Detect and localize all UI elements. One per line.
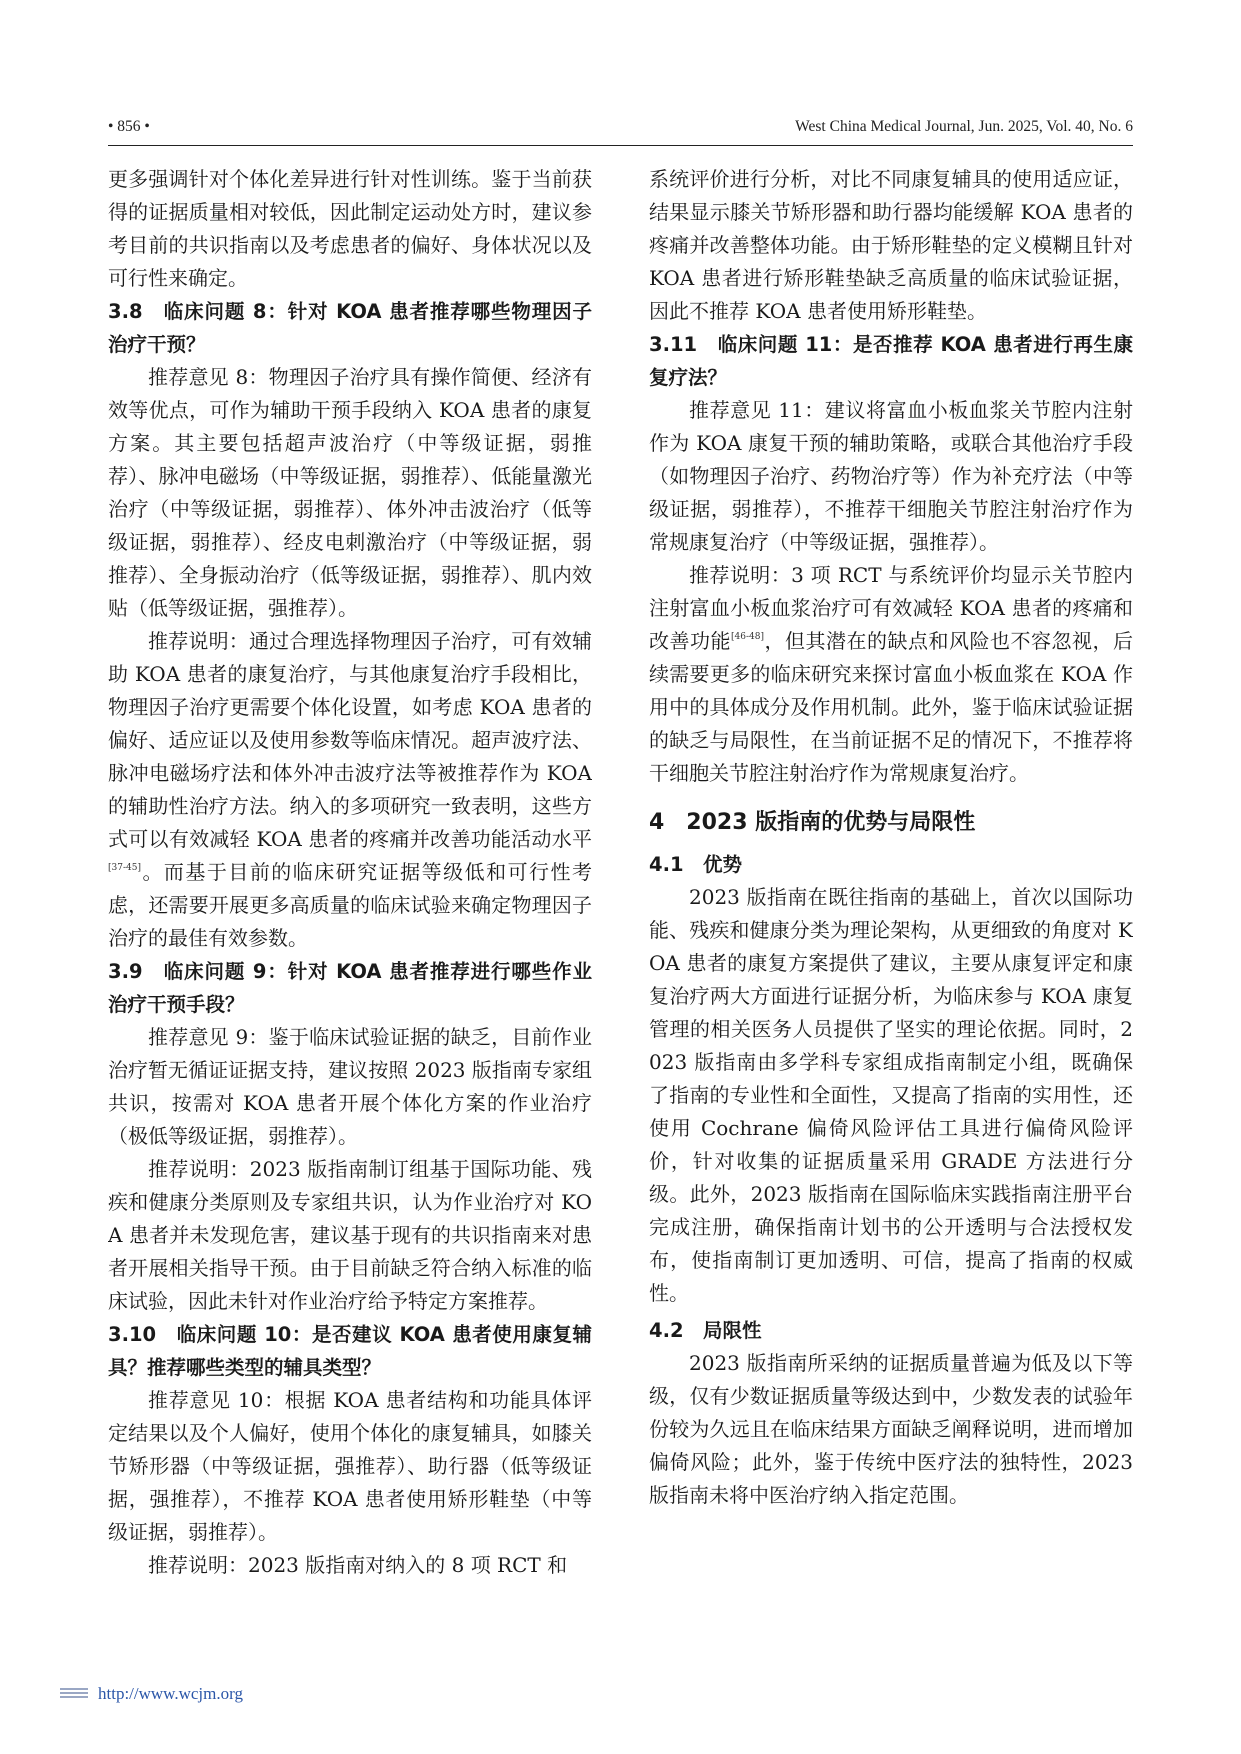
section-heading-3-9: 3.9 临床问题 9：针对 KOA 患者推荐进行哪些作业治疗干预手段？	[108, 960, 592, 1016]
limitations-paragraph: 2023 版指南所采纳的证据质量普遍为低及以下等级，仅有少数证据质量等级达到中，少数发表的试验年份较为久远且在临床结果方面缺乏阐释说明，进而增加偏倚风险；此外，鉴于传统中医疗法的独特性，2023 版指南未将中医治疗纳入指定范围。	[649, 1351, 1133, 1507]
header-rule	[108, 145, 1133, 146]
recommendation-note-8-text-a: 推荐说明：通过合理选择物理因子治疗，可有效辅助 KOA 患者的康复治疗，与其他康复治疗手段相比，物理因子治疗更需要个体化设置，如考虑 KOA 患者的偏好、适应证以及使用参数等临床情况。超声波疗法、脉冲电磁场疗法和体外冲击波疗法等被推荐作为 KOA 的辅助性治疗方法。纳入的多项研究一致表明，这些方式可以有效减轻 KOA 患者的疼痛并改善功能活动水平	[108, 629, 592, 851]
recommendation-note-10: 推荐说明：2023 版指南对纳入的 8 项 RCT 和	[148, 1553, 568, 1577]
recommendation-note-11-text-a: 推荐说明：3 项 RCT 与系统评价均显示关节腔内注射富血小板血浆治疗可有效减轻 KOA 患者的疼痛和改善功能	[649, 563, 1133, 653]
paragraph-continued: 系统评价进行分析，对比不同康复辅具的使用适应证，结果显示膝关节矫形器和助行器均能缓解 KOA 患者的疼痛并改善整体功能。由于矫形鞋垫的定义模糊且针对 KOA 患者进行矫形鞋垫缺乏高质量的临床试验证据，因此不推荐 KOA 患者使用矫形鞋垫。	[649, 167, 1133, 323]
section-heading-3-10: 3.10 临床问题 10：是否建议 KOA 患者使用康复辅具？推荐哪些类型的辅具类型？	[108, 1323, 592, 1379]
recommendation-9: 推荐意见 9：鉴于临床试验证据的缺乏，目前作业治疗暂无循证证据支持，建议按照 2023 版指南专家组共识，按需对 KOA 患者开展个体化方案的作业治疗（极低等级证据，弱推荐）。	[108, 1025, 592, 1148]
recommendation-note-9: 推荐说明：2023 版指南制订组基于国际功能、残疾和健康分类原则及专家组共识，认为作业治疗对 KOA 患者并未发现危害，建议基于现有的共识指南来对患者开展相关指导干预。由于目前缺乏符合纳入标准的临床试验，因此未针对作业治疗给予特定方案推荐。	[108, 1157, 592, 1313]
recommendation-10: 推荐意见 10：根据 KOA 患者结构和功能具体评定结果以及个人偏好，使用个体化的康复辅具，如膝关节矫形器（中等级证据，强推荐）、助行器（低等级证据，强推荐），不推荐 KOA 患者使用矫形鞋垫（中等级证据，弱推荐）。	[108, 1388, 592, 1544]
running-head	[108, 118, 1133, 142]
journal-logo-icon	[60, 1688, 88, 1702]
left-column	[108, 163, 592, 1653]
recommendation-8: 推荐意见 8：物理因子治疗具有操作简便、经济有效等优点，可作为辅助干预手段纳入 KOA 患者的康复方案。其主要包括超声波治疗（中等级证据，弱推荐）、脉冲电磁场（中等级证据，弱推荐）、低能量激光治疗（中等级证据，弱推荐）、体外冲击波治疗（低等级证据，弱推荐）、经皮电刺激治疗（中等级证据，弱推荐）、全身振动治疗（低等级证据，弱推荐）、肌内效贴（低等级证据，强推荐）。	[108, 365, 592, 620]
right-column	[649, 163, 1133, 1653]
citation-ref[interactable]: [46-48]	[731, 632, 764, 642]
recommendation-note-11	[649, 559, 1133, 790]
citation-ref[interactable]: [37-45]	[108, 863, 141, 873]
page-number: • 856 •	[108, 118, 150, 135]
section-heading-4-1: 4.1 优势	[649, 853, 743, 876]
journal-url-link[interactable]: http://www.wcjm.org	[98, 1684, 243, 1703]
recommendation-note-8	[108, 625, 592, 955]
recommendation-11: 推荐意见 11：建议将富血小板血浆关节腔内注射作为 KOA 康复干预的辅助策略，或联合其他治疗手段（如物理因子治疗、药物治疗等）作为补充疗法（中等级证据，弱推荐），不推荐干细胞关节腔注射治疗作为常规康复治疗（中等级证据，强推荐）。	[649, 398, 1133, 554]
journal-citation: West China Medical Journal, Jun. 2025, Vol. 40, No. 6	[795, 118, 1133, 135]
recommendation-note-8-text-b: 。而基于目前的临床研究证据等级低和可行性考虑，还需要开展更多高质量的临床试验来确定物理因子治疗的最佳有效参数。	[108, 860, 592, 950]
section-heading-3-8: 3.8 临床问题 8：针对 KOA 患者推荐哪些物理因子治疗干预？	[108, 300, 592, 356]
section-heading-3-11: 3.11 临床问题 11：是否推荐 KOA 患者进行再生康复疗法？	[649, 333, 1133, 389]
section-heading-4-2: 4.2 局限性	[649, 1319, 762, 1342]
section-heading-4: 4 2023 版指南的优势与局限性	[649, 810, 976, 835]
recommendation-note-11-text-b: ，但其潜在的缺点和风险也不容忽视，后续需要更多的临床研究来探讨富血小板血浆在 KOA 作用中的具体成分及作用机制。此外，鉴于临床试验证据的缺乏与局限性，在当前证据不足的情况下，不推荐将干细胞关节腔注射治疗作为常规康复治疗。	[649, 629, 1133, 785]
paragraph-continued: 更多强调针对个体化差异进行针对性训练。鉴于当前获得的证据质量相对较低，因此制定运动处方时，建议参考目前的共识指南以及考虑患者的偏好、身体状况以及可行性来确定。	[108, 167, 592, 290]
strengths-paragraph: 2023 版指南在既往指南的基础上，首次以国际功能、残疾和健康分类为理论架构，从更细致的角度对 KOA 患者的康复方案提供了建议，主要从康复评定和康复治疗两大方面进行证据分析，为临床参与 KOA 康复管理的相关医务人员提供了坚实的理论依据。同时，2023 版指南由多学科专家组成指南制定小组，既确保了指南的专业性和全面性，又提高了指南的实用性，还使用 Cochrane 偏倚风险评估工具进行偏倚风险评价，针对收集的证据质量采用 GRADE 方法进行分级。此外，2023 版指南在国际临床实践指南注册平台完成注册，确保指南计划书的公开透明与合法授权发布，使指南制订更加透明、可信，提高了指南的权威性。	[649, 885, 1133, 1305]
